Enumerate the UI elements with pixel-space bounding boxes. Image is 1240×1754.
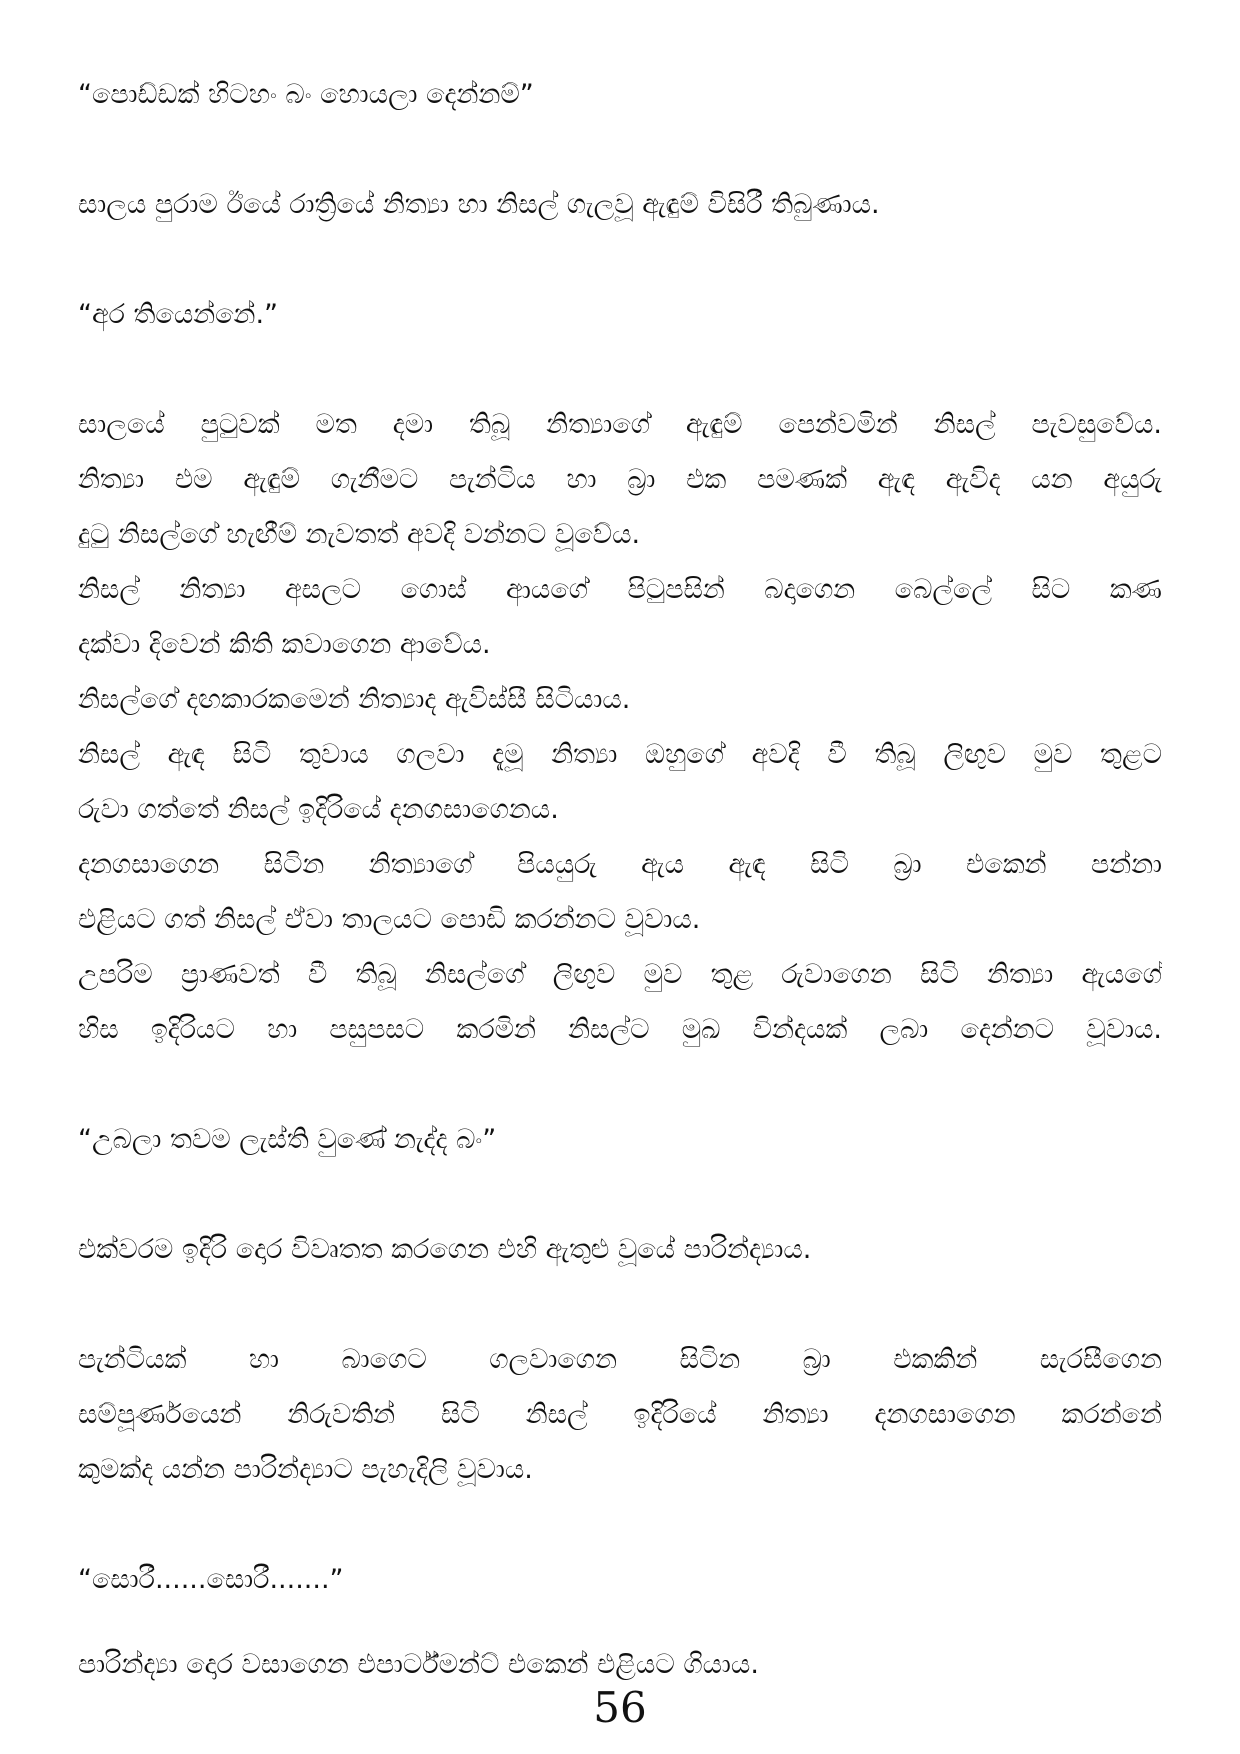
text-line: සම්පූර්ණයෙන් නිරුවතින් සිටි නිසල් ඉදිරියේ නිත්‍යා දනගසාගෙන කරන්නේ <box>78 1399 1162 1430</box>
text-line: එළියට ගත් නිසල් ඒවා තාලයට පොඩි කරන්නට වූවාය. <box>78 904 701 935</box>
text-line: දක්වා දිවෙන් කිති කවාගෙන ආවේය. <box>78 629 491 660</box>
text-line: නිසල් ඇඳ සිටි තුවාය ගලවා දැමූ නිත්‍යා ඔහුගේ අවදි වී තිබූ ලිඟුව මුව තුළට <box>78 739 1162 770</box>
text-line: රුවා ගත්තේ නිසල් ඉදිරියේ දනගසාගෙනය. <box>78 794 559 825</box>
text-line: නිත්‍යා එම ඇඳුම් ගැනීමට පැන්ටිය හා බ්‍රා එක පමණක් ඇඳ ඇවිද යන අයුරු <box>78 464 1162 495</box>
text-line: හිස ඉදිරියට හා පසුපසට කරමින් නිසල්ට මුඛ වින්දයක් ලබා දෙන්නට වූවාය. <box>78 1014 1162 1045</box>
text-line: පැන්ටියක් හා බාගෙට ගලවාගෙන සිටින බ්‍රා එකකින් සැරසීගෙන <box>78 1344 1162 1375</box>
text-line: නිසල්ගේ දඟකාරකමෙන් නිත්‍යාද ඇවිස්සී සිටියාය. <box>78 684 631 715</box>
text-line: “උබලා තවම ලැස්ති වුණේ නැද්ද බං” <box>78 1124 497 1155</box>
text-line: සාලයේ පුටුවක් මත දමා තිබූ නිත්‍යාගේ ඇඳුම් පෙන්වමින් නිසල් පැවසුවේය. <box>78 409 1162 440</box>
text-line: “පොඩ්ඩක් හිටහං බං හොයලා දෙන්නම්” <box>78 79 534 110</box>
page-number: 56 <box>593 1683 647 1732</box>
text-line: කුමක්ද යන්න පාරින්ද්‍යාට පැහැදිලි වූවාය. <box>78 1454 533 1485</box>
text-line: දුටු නිසල්ගේ හැඟීම් නැවතත් අවදි වන්නට වූවේය. <box>78 519 641 550</box>
text-line: නිසල් නිත්‍යා අසලට ගොස් ආයගේ පිටුපසින් බදාගෙන බෙල්ලේ සිට කණ <box>78 574 1162 605</box>
text-line: සාලය පුරාම ඊයේ රාත්‍රියේ නිත්‍යා හා නිසල් ගැලවූ ඇඳුම් විසිරී තිබුණාය. <box>78 189 880 220</box>
text-line: දනගසාගෙන සිටින නිත්‍යාගේ පියයුරු ඇය ඇඳ සිටි බ්‍රා එකෙන් පන්නා <box>78 849 1162 880</box>
text-line: එක්වරම ඉදිරි දොර විවෘතත කරගෙන එහි ඇතුළු වූයේ පාරින්ද්‍යාය. <box>78 1234 812 1265</box>
text-line: උපරිම ප්‍රාණවත් වී තිබූ නිසල්ගේ ලිඟුව මුව තුළ රුවාගෙන සිටි නිත්‍යා ඇයගේ <box>78 959 1162 990</box>
text-line: “අර තියෙන්නේ.” <box>78 299 279 330</box>
text-line: “සොරී......සොරී.......” <box>78 1564 344 1595</box>
text-line: පාරින්ද්‍යා දොර වසාගෙන එපාර්ට්මන්ට් එකෙන් එළියට ගියාය. <box>78 1649 759 1680</box>
